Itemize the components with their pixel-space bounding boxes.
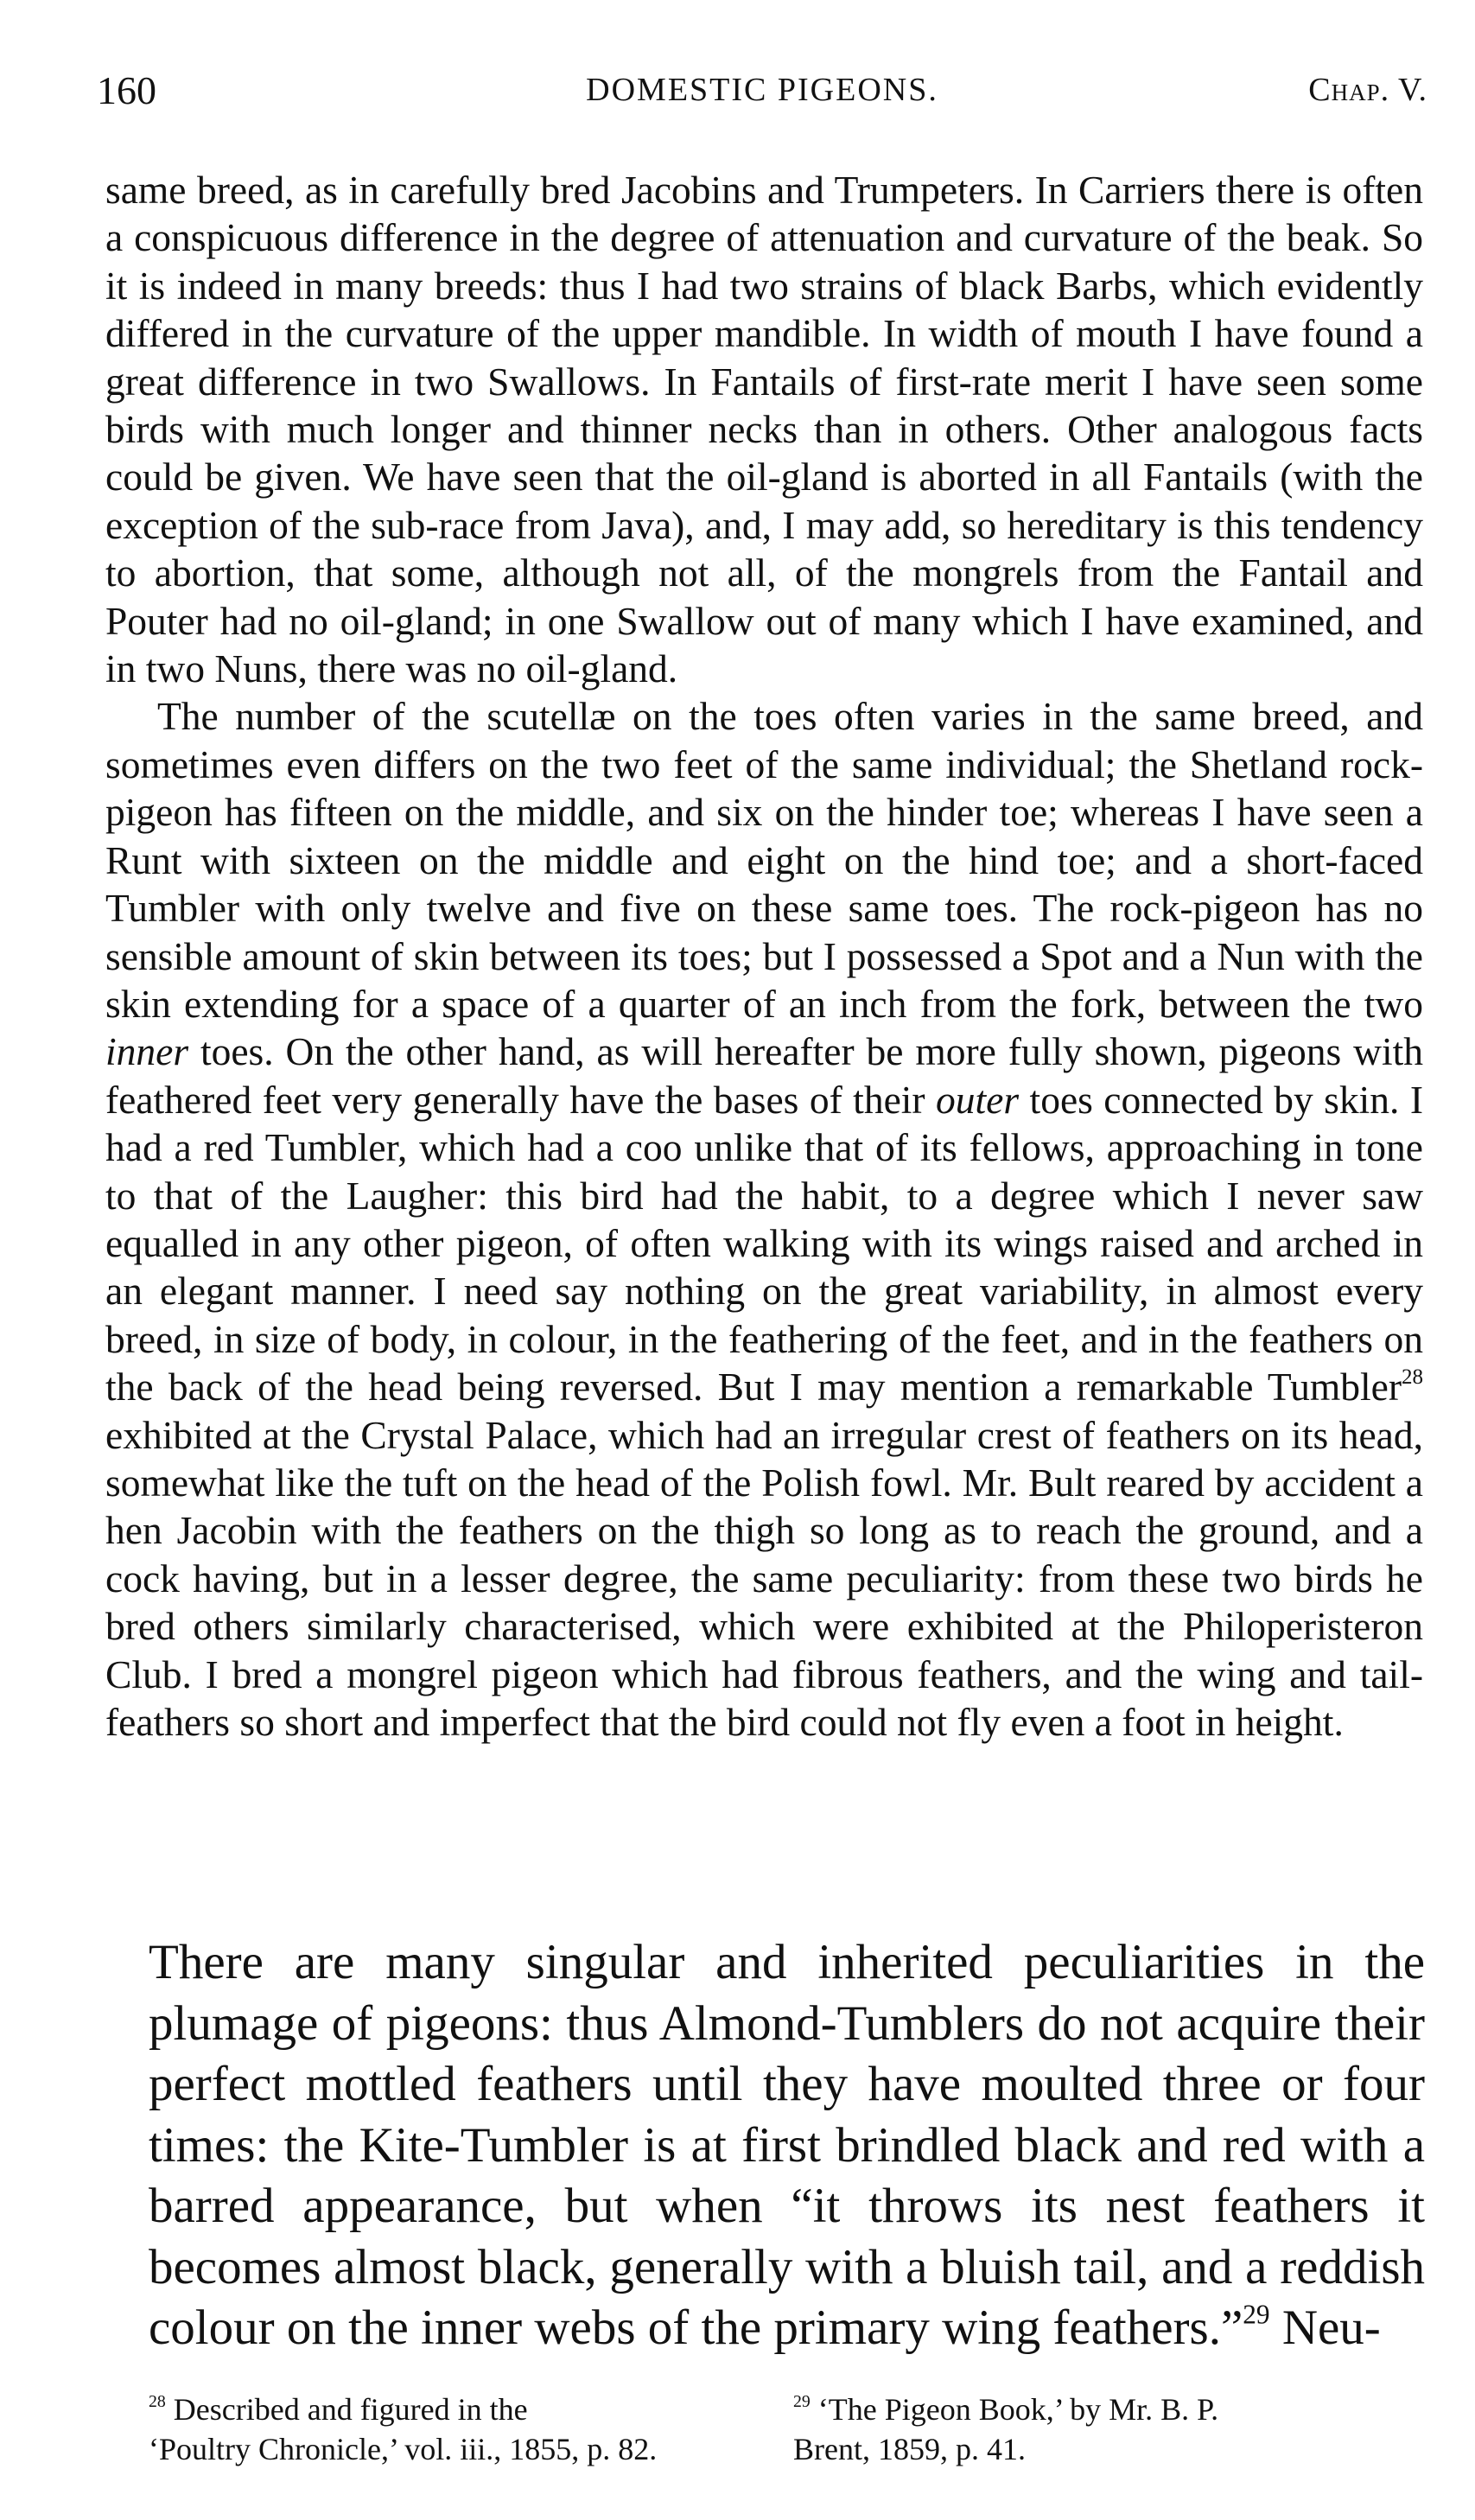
footnote-28-line-2: ‘Poultry Chronicle,’ vol. iii., 1855, p. 82. bbox=[149, 2432, 658, 2466]
footnote-ref-29[interactable]: 29 bbox=[1243, 2299, 1270, 2330]
paragraph-2-part-b: toes. On the other hand, as will hereafter be more fully shown, pigeons with feathered feet very generally have the bases of their bbox=[105, 1029, 1423, 1122]
footnote-ref-28[interactable]: 28 bbox=[1401, 1365, 1423, 1390]
footnote-29 bbox=[793, 2390, 1415, 2469]
footnote-29-line-1 bbox=[793, 2390, 1415, 2429]
paragraph-2 bbox=[105, 692, 1423, 1746]
italic-outer: outer bbox=[936, 1077, 1020, 1122]
paragraph-1: same breed, as in carefully bred Jacobins and Trumpeters. In Carriers there is often a conspicuous difference in the degree of attenuation and curvature of the beak. So it is indeed in many breeds: thus I had two strains of black Barbs, which evidently differed in the curvature of the upper mandible. In width of mouth I have found a great difference in two Swallows. In Fantails of first-rate merit I have seen some birds with much longer and thinner necks than in others. Other analogous facts could be given. We have seen that the oil-gland is aborted in all Fantails (with the exception of the sub-race from Java), and, I may add, so hereditary is this tendency to abortion, that some, although not all, of the mongrels from the Fantail and Pouter had no oil-gland; in one Swallow out of many which I have examined, and in two Nuns, there was no oil-gland. bbox=[105, 168, 1423, 691]
page-header bbox=[97, 67, 1427, 119]
paragraph-3-text: There are many singular and inherited peculiarities in the plumage of pigeons: thus Almond-Tumblers do not acquire their perfect mottled feathers until they have moulted three or four times: the Kite-Tumbler is at first brindled black and red with a barred appearance, but when “it throws its nest feathers it becomes almost black, generally with a bluish tail, and a reddish colour on the inner webs of the primary wing feathers.” bbox=[149, 1935, 1425, 2355]
footnotes bbox=[149, 2390, 1425, 2476]
large-type-paragraph bbox=[149, 1932, 1425, 2359]
footnote-28-line-1 bbox=[149, 2390, 771, 2429]
footnote-29-line-2: Brent, 1859, p. 41. bbox=[793, 2432, 1026, 2466]
paragraph-3-continuation: Neu- bbox=[1281, 2300, 1381, 2355]
footnote-29-text-1: ‘The Pigeon Book,’ by Mr. B. P. bbox=[817, 2392, 1219, 2427]
paragraph-3 bbox=[149, 1932, 1425, 2359]
paragraph-2-part-a: The number of the scutellæ on the toes often varies in the same breed, and sometimes even differs on the two feet of the same individual; the Shetland rock-pigeon has fifteen on the middle, and six on the hinder toe; whereas I have seen a Runt with sixteen on the middle and eight on the hind toe; and a short-faced Tumbler with only twelve and five on these same toes. The rock-pigeon has no sensible amount of skin between its toes; but I possessed a Spot and a Nun with the skin extending for a space of a quarter of an inch from the fork, between the two bbox=[105, 694, 1423, 1026]
footnote-28-number: 28 bbox=[149, 2392, 166, 2412]
chapter-label: Chap. V. bbox=[1308, 72, 1427, 108]
page-number: 160 bbox=[97, 68, 156, 112]
running-title: DOMESTIC PIGEONS. bbox=[586, 72, 938, 108]
paragraph-2-part-d: exhibited at the Crystal Palace, which had an irregular crest of feathers on its head, somewhat like the tuft on the head of the Polish fowl. Mr. Bult reared by accident a hen Jacobin with the feathers on the thigh so long as to reach the ground, and a cock having, but in a lesser degree, the same peculiarity: from these two birds he bred others similarly characterised, which were exhibited at the Philoperisteron Club. I bred a mongrel pigeon which had fibrous feathers, and the wing and tail-feathers so short and imperfect that the bird could not fly even a foot in height. bbox=[105, 1412, 1423, 1744]
footnote-28-text-1: Described and figured in the bbox=[173, 2392, 528, 2427]
main-text bbox=[105, 166, 1423, 1746]
footnote-28 bbox=[149, 2390, 771, 2469]
footnote-29-number: 29 bbox=[793, 2392, 811, 2412]
paragraph-2-part-c: toes connected by skin. I had a red Tumbler, which had a coo unlike that of its fellows, approaching in tone to that of the Laugher: this bird had the habit, to a degree which I never saw equalled in any other pigeon, of often walking with its wings raised and arched in an elegant manner. I need say nothing on the great variability, in almost every breed, in size of body, in colour, in the feathering of the feet, and in the feathers on the back of the head being reversed. But I may mention a remarkable Tumbler bbox=[105, 1077, 1423, 1410]
italic-inner: inner bbox=[105, 1029, 189, 1074]
